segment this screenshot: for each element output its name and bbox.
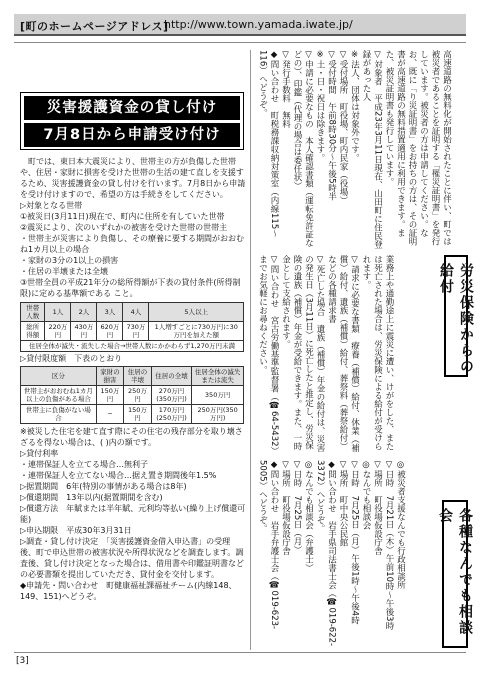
condition-line: ▷償還方法 年賦または半年賦、元利均等払い(繰り上げ償還可能) <box>20 504 246 524</box>
loan-cell: 350万円 <box>192 386 244 405</box>
bottom-rule <box>14 652 466 653</box>
condition-line: ・連帯保証人を立てない場合…据え置き期間後年1.5% <box>20 471 217 480</box>
income-th: 2人 <box>71 303 97 322</box>
condition-line: ▷申込期限 平成30年3月31日 <box>20 526 132 535</box>
income-th: 4人 <box>123 303 149 322</box>
loan-row-label: 世帯主がおおむね1カ月以上の負傷がある場合 <box>21 386 97 405</box>
loan-th: 住居の半壊 <box>124 367 152 386</box>
income-note: 住居全体が滅失・流失した場合→世帯人数にかかわらず1,270万円未満 <box>21 341 244 352</box>
consult-heading: 各種なんでも相談会 <box>437 508 473 636</box>
article-title-line1: 災害援護資金の貸し付け <box>24 96 240 120</box>
loan-th: 家財の損害 <box>96 367 124 386</box>
eligibility-item: ・世帯主が災害により負傷し、その療養に要する期間がおおむね1カ月以上の場合 <box>20 234 244 254</box>
loan-cell: 150万円 <box>96 386 124 405</box>
loan-table <box>20 366 244 424</box>
income-row-label: 総所得額 <box>21 322 45 341</box>
eligibility-item: ・住居の半壊または全壊 <box>20 267 108 276</box>
eligibility-item: ②震災により、次のいずれかの被害を受けた世帯の世帯主 <box>20 223 228 232</box>
loan-note: ※被災した住宅を建て直す際にその住宅の残存部分を取り壊さざるを得ない場合は、( )内の額です。 <box>20 427 243 447</box>
income-th: 1人 <box>45 303 71 322</box>
loan-th: 住居の全壊 <box>151 367 192 386</box>
page-number: [3] <box>16 656 29 666</box>
eligibility-item: ③世帯全員の平成21年分の総所得額が下表の貸付条件(所得制限)に定める基準額である こと。 <box>20 278 241 298</box>
loan-cell: 170万円(250万円) <box>151 405 192 424</box>
expressway-text: 高速道路の無料化が開始されたことに伴い、町では被災者であることを証明する「罹災証明書」を発行しています。被災者の方は申請してください。なお、既に「り災証明書」をお持ちの方は、その証明書が高速道路の無料措置適用に利用できます。また、被災証明書も発行しています。 ▽対象者 平成23年3月11日現在、山田町に住民登録があった人 ※法人、団体は対象外です。 ▽受付場所 町役場、町内民家（役場） ▽受付時間 午前8時30分〜午後5時半 ※土・日・祝日は除きます。 ▽申請に必要なもの 本人確認書類（運転免許証などの）、印鑑（代理の場合は委任状） ▽発行手数料 無料 ◆問い合わせ 町税務課収納対策室（内線115〜116）へどうぞ。 <box>257 50 452 249</box>
labor-heading-box <box>438 255 474 377</box>
income-cell: 430万円 <box>71 322 97 341</box>
condition-line: ▷据置期間 6年(特別の事情がある場合は8年) <box>20 482 187 491</box>
condition-line: ▷調査・貸し付け決定 「災害援護資金借入申込書」の受理後、町で申込世帯の被害状況や所得状況などを調査します。調査後、貸し付け決定となった場合は、借用書や印鑑証明書などの必要書類を提出していただき、貸付金を交付します。 <box>20 537 244 579</box>
income-cell: 620万円 <box>97 322 123 341</box>
income-cell: 1人増すごとに730万円に30万円を加えた額 <box>149 322 244 341</box>
article-title-box <box>20 92 244 150</box>
income-th: 3人 <box>97 303 123 322</box>
consult-text: ◎被災者支援なんでも行政相談所 ▽日時 7月21日（木）午前10時〜午後3時 ▽場所 町役場仮設庁舎 ◎なんでも相談会 ▽日時 7月25日（月）午後1時〜午後4時 ▽場所 町中央公民館 ◆問い合わせ 岩手県司法書士会（☎019-622-3372）へどうぞ。 ◎なんでも相談会（弁護士） ▽日時 7月25日（月） ▽場所 町役場仮設庁舎 ◆問い合わせ 岩手弁護士会（☎019-623-5005）へどうぞ。 <box>257 460 406 647</box>
condition-line: ▷償還期間 13年以内(据置期間を含む) <box>20 493 163 502</box>
income-th: 5人以上 <box>149 303 244 322</box>
article-title-line2: 7月8日から申請受け付け <box>24 123 240 147</box>
expressway-article <box>256 50 468 250</box>
eligibility-item: ・家財の3分の1以上の損害 <box>20 256 119 265</box>
loan-th: 区分 <box>21 367 97 386</box>
labor-text: 業務上や通勤途上に震災に遭い、けがをした、または死亡された場合は、労災保険による給付が受けられます。 ▽請求に必要な書類 療養（補償）給付、休業（補償）給付、遺族（補償）給付、葬祭料（葬祭給付）などの各種請求書 ▽死亡した場合 遺族（補償）年金の給付は、災害の発生日（3月11日）に死亡したと推定し、労災保険の遺族（補償）年金が受給できます。また、一時金として支給されます。 ▽問い合わせ 宮古労働基準監督署（☎64-5432）までお気軽にお尋ねください。 <box>257 255 394 456</box>
header-label: [町のホームページアドレス] <box>20 20 169 33</box>
eligibility-heading: ▷対象となる世帯 <box>20 201 83 210</box>
loan-cell: 250万円(350万円) <box>192 405 244 424</box>
loan-th: 住居全体の滅失または流失 <box>192 367 244 386</box>
income-cell: 730万円 <box>123 322 149 341</box>
condition-line: ・連帯保証人を立てる場合…無利子 <box>20 460 148 469</box>
loan-row-label: 世帯主に負傷がない場合 <box>21 405 97 424</box>
income-cell: 220万円 <box>45 322 71 341</box>
loan-cell: 270万円(350万円) <box>151 386 192 405</box>
labor-article <box>256 255 474 456</box>
loan-cell: ─ <box>96 405 124 424</box>
condition-line: ▷貸付利率 <box>20 449 59 458</box>
loan-heading: ▷貸付限度額 下表のとおり <box>20 354 123 363</box>
left-article-body <box>20 156 246 602</box>
condition-line: ◆申請先・問い合わせ 町健康福祉課福祉チーム(内線148、149、151)へどうぞ。 <box>20 581 237 601</box>
labor-heading: 労災保険からの給付 <box>438 263 474 375</box>
consult-article <box>256 460 473 650</box>
loan-cell: 250万円 <box>124 386 152 405</box>
header-url[interactable]: http://www.town.yamada.iwate.jp/ <box>164 18 353 31</box>
income-table <box>20 302 244 352</box>
top-rule <box>14 42 466 43</box>
income-th: 世帯人数 <box>21 303 45 322</box>
consult-heading-box <box>437 500 473 648</box>
intro-paragraph: 町では、東日本大震災により、世帯主の方が負傷した世帯や、住居・家財に損害を受けた世帯の生活の建て直しを支援するため、災害援護資金の貸し付けを行います。7月8日から申請を受け付けますので、希望の方は手続きをしてください。 <box>20 157 246 199</box>
eligibility-item: ①被災日(3月11日)現在で、町内に住所を有していた世帯 <box>20 212 225 221</box>
header-bar <box>14 14 466 36</box>
column-divider <box>250 50 251 650</box>
loan-cell: 150万円 <box>124 405 152 424</box>
